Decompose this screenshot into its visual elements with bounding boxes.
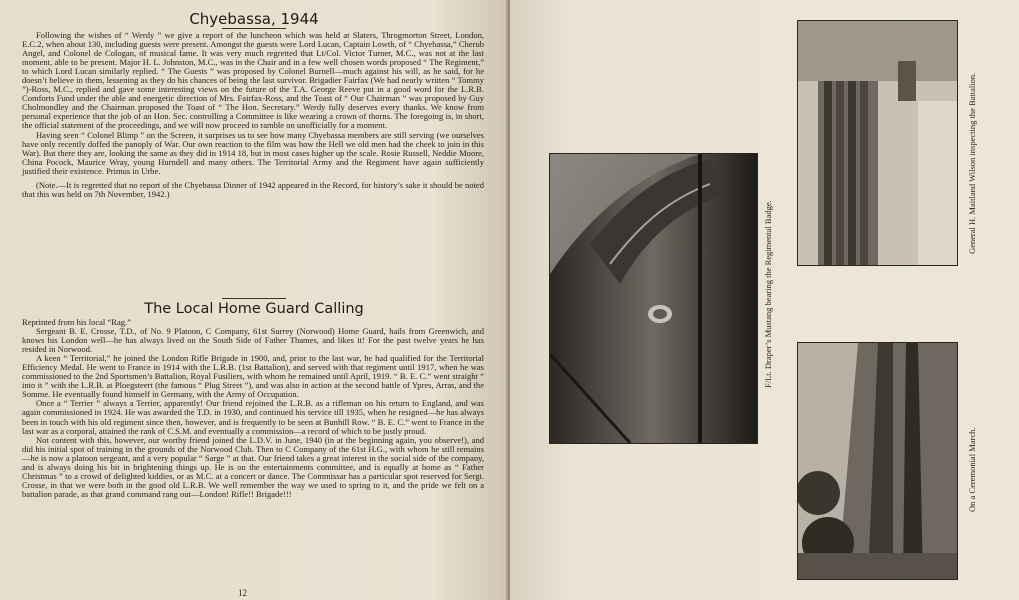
paragraph: Not content with this, however, our worthy friend joined the L.D.V. in June, 1940 (in at the beginning again, you observe!), and did his initial spot of training in the grounds of the Norwood Club. Then to C Company of the 61st H.G., with whom he still remains—he is now a platoon sergeant, and a very popular “ Sarge ” at that. Our friend takes a great interest in the social side of the company, and is always doing his bit in brightening things up. He is on the entertainments committee, and is equally at home as “ Father Christmas ” to a crowd of delighted kiddies, or as M.C. at a concert or dance. The Commissar has a particular spot reserved for Sergt. Crosse, in that we were both in the good old L.R.B. We well remember the way we used to spring to it, and the pride we felt on a battalion parade, as that grand command rang out—London! Rifle!! Brigade!!!: [22, 434, 484, 499]
article-body-chyebassa: [22, 31, 484, 199]
paragraph: A keen “ Territorial,” he joined the London Rifle Brigade in 1900, and, prior to the last war, he had qualified for the Territorial Efficiency Medal. He went to France in 1914 with the L.R.B. (1st Battalion), and served with that regiment until 1917, when he was commissioned to the 2nd Sportsmen’s Battalion, Royal Fusiliers, with whom he remained until April, 1919. “ B. E. C.” went straight “ into it ” with the L.R.B. at Ploegsteert (the famous “ Plug Street ”), and was also in action at the second battle of Ypres, Arras, and the Somme. He eventually found himself in Germany, with the Army of Occupation.: [22, 353, 484, 400]
article-body-home-guard: [22, 318, 484, 499]
paragraph: Sergeant B. E. Crosse, T.D., of No. 9 Platoon, C Company, 61st Surrey (Norwood) Home Guard, hails from Greenwich, and knows his London well—he has always lived on the South Side of Father Thames, and likes it! For the past twelve years he has resided in Norwood.: [22, 326, 484, 355]
photo-ceremonial-march: [797, 342, 958, 580]
article-title-chyebassa: Chyebassa, 1944: [189, 10, 319, 28]
paragraph: Having seen “ Colonel Blimp ” on the Screen, it surprises us to see how many Chyebassa members are still serving (we ourselves have only recently doffed the panoply of War. Our own reaction to the film was how the Hell we old men had the cheek to join in this War). But there they are, looking the same as they did in 1914 18, but in most cases higher up the scale. Rosie Russell, Neddie Moore, China Pocock, Maurice Wray, young Hurndell and many others. The Territorial Army and the Regiment have again sufficiently justified their existence. Primus in Urbe.: [22, 129, 484, 176]
page-number: 12: [238, 588, 247, 598]
mustang-image: [550, 154, 757, 443]
photo-mustang: [549, 153, 758, 444]
paragraph: Following the wishes of “ Werdy ” we give a report of the luncheon which was held at Slaters, Throgmorton Street, London, E.C.2, when about 130, including guests were present. Amongst the guests were Lord Lucan, Captain Lowth, of “ Chyebassa,” Cherub Angel, and Colonel de Cologan, of musical fame. It was very much regretted that Lt/Col. Victor Turner, M.C., was not at the last moment, able to be present. Major H. L. Johnston, M.C., was in the Chair and in a few well chosen words proposed “ The Regiment,” to which Lord Lucan similarly replied. “ The Guests ” was proposed by Colonel Burnell—much against his will, as he said, for he doesn’t believe in them, lessening as they do his chances of being the last survivor. Brigadier Fairfax (We had nearly written “ Tommy ”)-Ross, M.C., replied and gave some interesting views on the future of the T.A. George Reeve put in a good word for the L.R.B. Comforts Fund under the able and energetic direction of Mrs. Fairfax-Ross, and the Toast of “ Our Chairman ” was proposed by Guy Cholmondley and the Chairman proposed the Toast of “ The Hon. Secretary.” Werdy fully deserves every thanks. We know from personal experience that the job of an Hon. Sec. controlling a Committee is like wearing a crown of thorns. The foregoing is, in short, the official statement of the proceedings, and we will now proceed to ramble on unofficially for a moment.: [22, 30, 484, 131]
article-title-home-guard: The Local Home Guard Calling: [144, 301, 364, 317]
photo-inspection: [797, 20, 958, 266]
left-page: [0, 0, 508, 600]
caption-ceremonial-march: On a Ceremonial March.: [967, 427, 977, 512]
march-image: [798, 343, 957, 579]
title-rule: [222, 28, 286, 29]
section-rule: [222, 298, 286, 299]
caption-mustang: F/Lt. Draper’s Mustang bearing the Regimental Badge.: [763, 200, 773, 388]
paragraph-note: (Note.—It is regretted that no report of the Chyebassa Dinner of 1942 appeared in the Record, for history’s sake it should be noted that this was held on 7th November, 1942.): [22, 179, 484, 199]
inspection-image: [798, 21, 957, 265]
paragraph: Once a “ Terrier ” always a Terrier, apparently! Our friend rejoined the L.R.B. as a rifleman on his return to England, and was again commissioned in 1924. He was awarded the T.D. in 1930, and continued his service till 1935, when he resigned—he has always been in touch with his old regiment since then, however, and is frequently to be seen at Bunhill Row. “ B. E. C.” went to France in the last war as a corporal, attained the rank of C.S.M. and eventually a commission—a record of which to be justly proud.: [22, 398, 484, 436]
article-subtitle: Reprinted from his local “Rag.”: [22, 317, 131, 327]
caption-inspection: General H. Maitland Wilson inspecting the Battalion.: [967, 72, 977, 254]
